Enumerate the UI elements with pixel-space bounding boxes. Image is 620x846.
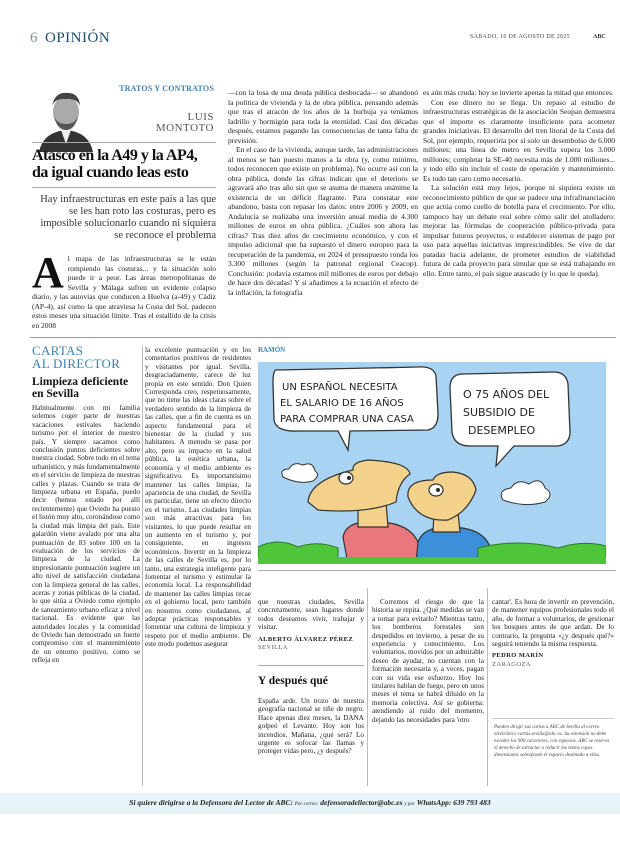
letter-author: ALBERTO ÁLVAREZ PÉREZ [258, 635, 354, 643]
reader-advocate-banner [0, 793, 620, 814]
divider [258, 570, 616, 571]
letter-2-column-2 [372, 598, 484, 724]
paragraph: es aún más cruda: hoy se invierte apenas la mitad que entonces. [423, 88, 614, 97]
cartoon-illustration [258, 362, 606, 564]
bubble-text: DESEMPLEO [468, 424, 536, 437]
column-divider [367, 588, 368, 786]
drop-cap: A [32, 248, 64, 297]
letters-title-line1: CARTAS [32, 343, 84, 358]
divider [32, 187, 216, 188]
footer-email-link[interactable]: defensoradellector@abc.es [320, 798, 403, 807]
bubble-text: SUBSIDIO DE [463, 406, 535, 419]
bubble-text: EL SALARIO DE 16 AÑOS [280, 398, 404, 409]
paragraph: En el caso de la vivienda, aunque tarde, las administraciones al menos se han puesto manos a la obra (y, como mínimo, todos reconocen que existe un problema). No ocurre así con la obra pública, donde las cifras indican que el deterioro se agravará año tras año sin que se asuma de manera unánime la existencia de un déficit flagrante. Para constatar este abandono, basta con repasar los datos: entre 2006 y 2009, en Andalucía se realizaba una inversión anual media de 4.300 millones de euros en obra pública. ¿Cuáles son ahora las cifras? Tras diez años de crecimiento económico, y con el impulso adicional que ha supuesto el dinero europeo para la recuperación de la pandemia, en 2024 el presupuesto ronda los 3.300 millones (según la patronal regional Ceacop). Conclusión: ¡todavía estamos mil millones de euros por debajo de hace dos décadas! Y si añadimos a la ecuación el efecto de la inflación, la fotografía [228, 145, 418, 297]
cartoon-grass-strip [258, 557, 606, 564]
footer-email-label: Por correo: [294, 802, 319, 807]
letters-section-title [32, 344, 120, 370]
article-subtitle: Hay infraestructuras en este país a las que se les han roto las costuras, pero es imposible solucionarlo cuando ni siquiera se reconoce el problema [40, 194, 216, 241]
paragraph: l mapa de las infraestructuras se le están rompiendo las costuras... y la situación solo puede ir a peor. Las áreas metropolitanas de Sevilla y Málaga sufren un evidente colapso diario, y las autovías que conducen a Huelva (a-49) y Cádiz (AP-4), así como la que atraviesa la Costa del Sol, padecen estos meses una situación límite. Tras el estallido de la crisis en 2008 [32, 254, 216, 330]
letter-city: SEVILLA [258, 644, 288, 652]
article-column-3 [423, 88, 615, 278]
author-last-name: MONTOTO [155, 122, 214, 134]
article-headline: Atasco en la A49 y la AP4, da igual cuando leas esto [32, 147, 198, 181]
column-divider [487, 588, 488, 786]
article-column-1 [32, 248, 216, 330]
paragraph: cantar'. Es hora de invertir en prevención, de mantener equipos profesionales todo el año, de formar a voluntarios, de gestionar los bosques antes de que ardan. De lo contrario, la pregunta «¿y después qué?» seguirá teniendo la misma respuesta. [492, 598, 614, 649]
author-first-name: LUIS [187, 111, 214, 123]
paragraph: que nuestras ciudades, Sevilla concretamente, sean lugares donde todos deseamos vivir, trabajar y visitar. [258, 598, 364, 632]
article-lead-block [32, 142, 216, 330]
letter-author: PEDRO MARÍN [492, 652, 544, 660]
letter-title: Y después qué [258, 675, 328, 687]
author-name [140, 112, 214, 134]
letters-title-line2: AL DIRECTOR [32, 356, 121, 371]
brand-name: ABC [593, 34, 606, 40]
letter-city: ZARAGOZA [492, 660, 531, 668]
letter-2-column-3 [492, 598, 614, 669]
paragraph: La solución está muy lejos, porque ni siquiera existe un reconocimiento público de que se padece una infrafinanciación que actúa como cuello de botella para el crecimiento. Por ello, tampoco hay un debate real sobre cómo salir del atolladero: mejorar las fórmulas de cooperación público-privada para impulsar futuros proyectos, o establecer sistemas de pago por uso para aquellas iniciativas imprescindibles. Se vive de dar patadas hacia adelante, de prometer estudios de viabilidad futura de cada proyecto para simular que se está trabajando en ello. Entre tanto, el país sigue atascado (y lo que le queda). [423, 183, 615, 278]
paragraph: España arde. Un trozo de nuestra geografía nacional se tiñe de negro. Hace apenas diez meses, la DANA golpeó el Levante. Hoy son los incendios. Mañana, ¿qué será? Lo urgente es sofocar las llamas y proteger vidas pero, ¿y después? [258, 697, 364, 756]
section-divider [30, 337, 616, 338]
letter-1-column-2 [145, 346, 251, 649]
footer-whatsapp[interactable]: WhatsApp: 639 793 483 [416, 798, 491, 807]
column-kicker: TRATOS Y CONTRATOS [119, 84, 214, 93]
letter-1-column-1 [32, 404, 140, 665]
paragraph: —con la losa de una deuda pública desbocada— se abandonó la política de vivienda y la de obra pública, pensando además que tras el atracón de los años de la burbuja ya teníamos ladrillo y hormigón para toda la eternidad. Casi dos décadas después, estamos pagando las consecuencias de tanta falta de previsión. [228, 88, 418, 145]
divider [32, 142, 216, 143]
letter-title: Limpieza deficiente en Sevilla [32, 376, 129, 400]
letter-2-column-1 [258, 697, 364, 756]
divider [258, 665, 364, 666]
letters-submission-note: Pueden dirigir sus cartas a ABC de Sevilla al correo electrónico cartas.sevilla@abc.es. Su extensión no debe exceder los 900 caracteres, con espacios. ABC se reserva el derecho de extractar o reducir los textos cuyas dimensiones sobrepasen el espacio destinado a ellos. [494, 725, 610, 758]
cartoonist-name: RAMÓN [258, 346, 286, 354]
letter-1-column-3 [258, 598, 364, 652]
column-divider [142, 346, 143, 786]
paragraph: Corremos el riesgo de que la historia se repita. ¿Qué medidas se van a tomar para evitarlo? Mientras tanto, los bomberos forestales son despedidos en invierno, a pesar de su experiencia y conocimiento. Los voluntarios, movidos por un admirable deseo de ayudar, no cuentan con la formación necesaria y, a veces, pagan con su vida ese esfuerzo. Hoy los titulares hablan de fuego, pero en unos meses el tema se habrá diluido en la memoria colectiva. Así se gobierna: atendiendo al ruido del momento, dejando las necesidades para 'otro [372, 598, 484, 724]
page-number: 6 [30, 30, 38, 46]
section-title: OPINIÓN [45, 30, 111, 46]
paragraph: Con ese dinero no se llega. Un repaso al estudio de infraestructuras estratégicas de la asociación Seopan demuestra que el importe es claramente insuficiente para acometer grandes iniciativas. El desarrollo del tren litoral de la Costa del Sol, por ejemplo, requeriría por sí solo un desembolso de 6.000 millones; una línea de metro en Sevilla supera los 3.000 millones; completar la SE-40 necesita más de 1.000 millones... y todo ello sin incluir el coste de operación y mantenimiento. Es todo tan caro como necesario. [423, 97, 615, 183]
footer-lead: Si quiere dirigirse a la Defensora del Lector de ABC: [129, 798, 293, 807]
paragraph: la excelente puntuación y en los comentarios positivos de residentes y visitantes por igual. Sevilla, desgraciadamente, carece de luz propia en este sentido. Don Quien Corresponda creo, respetuosamente, que no tiene las ideas claras sobre el verdadero sentido de la limpieza de las calles, que a fin de cuenta es un aspecto fundamental para el bienestar de la ciudad y sus habitantes. A menudo se pasa por alto, pero su impacto en la salud pública, la estética urbana, la economía y el medio ambiente es significativo. Es importantísimo mantener las calles limpias, la apariencia de una ciudad, de Sevilla en particular, tiene un efecto directo en el turismo. Las ciudades limpias son más atractivas para los visitantes, lo que puede resultar en un aumento en el turismo y, por consiguiente, en ingresos económicos. Invertir en la limpieza de las calles de Sevilla es, por lo tanto, una estrategia inteligente para fomentar el turismo y estimular la economía local. La responsabilidad de mantener las calles limpias recae en el gobierno local, pero también en nosotros como ciudadanos, al adoptar prácticas responsables y fomentar una cultura de limpieza y respeto por el medio ambiente. De este modo podemos asegurar [145, 346, 251, 649]
issue-date: SÁBADO, 16 DE AGOSTO DE 2025 [470, 34, 570, 40]
bubble-text: O 75 AÑOS DEL [463, 388, 550, 401]
divider [492, 718, 614, 719]
article-column-2 [228, 88, 418, 297]
paragraph: Habitualmente con mi familia solemos coger parte de nuestras vacaciones estivales haciendo turismo por el interior de nuestro país. Y siempre sacamos como conclusión puntos deficientes sobre nuestra ciudad. Sobre todo en el tema urbanístico, y más fundamentalmente en el servicio de limpieza de nuestras calles y plazas. Cuando se trata de limpieza urbana en España, puedo decir (hemos estado por allí recientemente) que Oviedo ha puesto el listón muy alto, coronándose como la ciudad más limpia del país. Este galardón viene avalado por una alta puntuación de 83 sobre 100 en la evaluación de los servicios de limpieza de la ciudad. La impresionante puntuación sugiere un alto nivel de satisfacción ciudadana con la limpieza general de las calles, aceras y zonas públicas de la ciudad, lo que sitúa a Oviedo como ejemplo de saneamiento urbano eficaz a nivel nacional. Es evidente que las autoridades locales y la comunidad de Oviedo han demostrado un fuerte compromiso con el mantenimiento de un entorno positivo, como se refleja en [32, 404, 140, 665]
bubble-text: UN ESPAÑOL NECESITA [282, 382, 398, 393]
bubble-text: PARA COMPRAR UNA CASA [280, 414, 414, 425]
footer-joiner: y por [404, 802, 415, 807]
